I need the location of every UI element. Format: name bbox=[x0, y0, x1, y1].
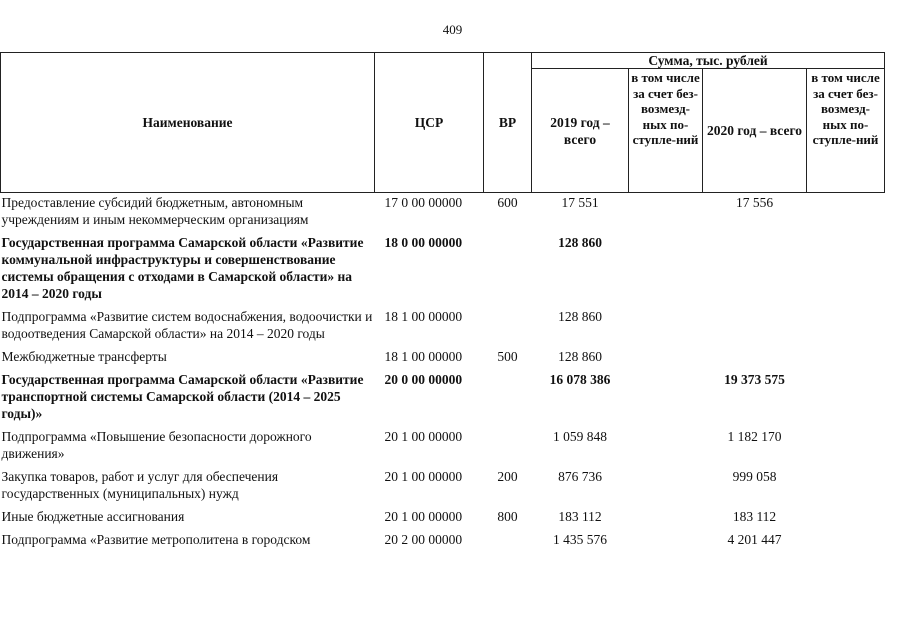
row-name: Государственная программа Самарской области «Развитие коммунальной инфраструктуры и совершенствование системы обращения с отходами в Самарской области» на 2014 – 2020 годы bbox=[1, 235, 364, 301]
table-row bbox=[1, 342, 885, 365]
header-name: Наименование bbox=[1, 53, 375, 193]
row-csr: 18 0 00 00000 bbox=[384, 235, 463, 250]
row-csr: 20 1 00 00000 bbox=[384, 429, 463, 444]
row-2020-gratuitous bbox=[807, 422, 885, 462]
row-2019-gratuitous bbox=[629, 365, 703, 422]
row-2020-total bbox=[703, 302, 807, 342]
header-2019-total: 2019 год – всего bbox=[532, 69, 629, 193]
header-sum-group: Сумма, тыс. рублей bbox=[532, 53, 885, 69]
row-name: Государственная программа Самарской области «Развитие транспортной системы Самарской области (2014 – 2025 годы)» bbox=[1, 372, 364, 421]
row-2019-gratuitous bbox=[629, 462, 703, 502]
row-name: Предоставление субсидий бюджетным, автономным учреждениям и иным некоммерческим организациям bbox=[1, 195, 309, 227]
row-2020-gratuitous bbox=[807, 462, 885, 502]
budget-table bbox=[0, 52, 885, 548]
table-row bbox=[1, 228, 885, 302]
row-2019-total: 128 860 bbox=[558, 235, 602, 250]
row-vr: 500 bbox=[497, 349, 518, 364]
header-2020-total: 2020 год – всего bbox=[703, 69, 807, 193]
row-2020-gratuitous bbox=[807, 193, 885, 229]
row-2020-total: 19 373 575 bbox=[724, 372, 785, 387]
header-2020-gratuitous: в том числе за счет без-возмезд-ных по-ступле-ний bbox=[807, 69, 885, 193]
row-2020-total: 183 112 bbox=[732, 509, 777, 524]
row-2019-gratuitous bbox=[629, 502, 703, 525]
row-2020-total bbox=[703, 342, 807, 365]
header-2019-gratuitous: в том числе за счет без-возмезд-ных по-ступле-ний bbox=[629, 69, 703, 193]
row-csr: 20 1 00 00000 bbox=[384, 469, 463, 484]
table-row bbox=[1, 462, 885, 502]
row-vr: 600 bbox=[497, 195, 518, 210]
row-csr: 20 2 00 00000 bbox=[384, 532, 463, 547]
row-name: Закупка товаров, работ и услуг для обеспечения государственных (муниципальных) нужд bbox=[1, 469, 279, 501]
row-vr: 200 bbox=[497, 469, 518, 484]
row-2019-total: 16 078 386 bbox=[549, 372, 611, 387]
row-vr bbox=[484, 525, 532, 548]
row-2019-total: 1 059 848 bbox=[553, 429, 607, 444]
row-vr bbox=[484, 302, 532, 342]
row-2019-total: 876 736 bbox=[558, 469, 602, 484]
row-2020-gratuitous bbox=[807, 365, 885, 422]
row-vr: 800 bbox=[497, 509, 518, 524]
table-header bbox=[1, 53, 885, 193]
row-2019-gratuitous bbox=[629, 525, 703, 548]
page-number: 409 bbox=[442, 22, 463, 37]
row-vr bbox=[484, 422, 532, 462]
table-row bbox=[1, 193, 885, 229]
row-2019-gratuitous bbox=[629, 193, 703, 229]
row-vr bbox=[484, 228, 532, 302]
row-2019-gratuitous bbox=[629, 302, 703, 342]
header-csr: ЦСР bbox=[375, 53, 484, 193]
table-row bbox=[1, 422, 885, 462]
row-2019-total: 128 860 bbox=[558, 349, 602, 364]
row-2020-total: 1 182 170 bbox=[727, 429, 782, 444]
row-2019-gratuitous bbox=[629, 342, 703, 365]
row-2020-gratuitous bbox=[807, 342, 885, 365]
table-body bbox=[1, 193, 885, 549]
row-2020-total: 4 201 447 bbox=[727, 532, 782, 547]
row-name: Межбюджетные трансферты bbox=[1, 349, 167, 364]
row-2019-total: 128 860 bbox=[558, 309, 602, 324]
table-row bbox=[1, 502, 885, 525]
table-row bbox=[1, 525, 885, 548]
row-csr: 20 0 00 00000 bbox=[384, 372, 463, 387]
table-row bbox=[1, 302, 885, 342]
row-2020-gratuitous bbox=[807, 302, 885, 342]
row-2019-total: 183 112 bbox=[558, 509, 602, 524]
header-vr: ВР bbox=[484, 53, 532, 193]
row-2020-gratuitous bbox=[807, 525, 885, 548]
row-2020-total bbox=[703, 228, 807, 302]
row-name: Подпрограмма «Развитие метрополитена в городском bbox=[1, 532, 311, 547]
row-name: Иные бюджетные ассигнования bbox=[1, 509, 185, 524]
row-csr: 18 1 00 00000 bbox=[384, 349, 463, 364]
row-name: Подпрограмма «Развитие систем водоснабжения, водоочистки и водоотведения Самарской области» на 2014 – 2020 годы bbox=[1, 309, 373, 341]
row-2020-total: 999 058 bbox=[732, 469, 777, 484]
row-csr: 18 1 00 00000 bbox=[384, 309, 463, 324]
row-2019-gratuitous bbox=[629, 422, 703, 462]
row-2020-gratuitous bbox=[807, 502, 885, 525]
row-2020-total: 17 556 bbox=[735, 195, 774, 210]
row-2019-gratuitous bbox=[629, 228, 703, 302]
row-2019-total: 1 435 576 bbox=[553, 532, 607, 547]
row-2019-total: 17 551 bbox=[561, 195, 599, 210]
table-row bbox=[1, 365, 885, 422]
row-csr: 20 1 00 00000 bbox=[384, 509, 463, 524]
row-2020-gratuitous bbox=[807, 228, 885, 302]
row-vr bbox=[484, 365, 532, 422]
row-csr: 17 0 00 00000 bbox=[384, 195, 463, 210]
row-name: Подпрограмма «Повышение безопасности дорожного движения» bbox=[1, 429, 312, 461]
